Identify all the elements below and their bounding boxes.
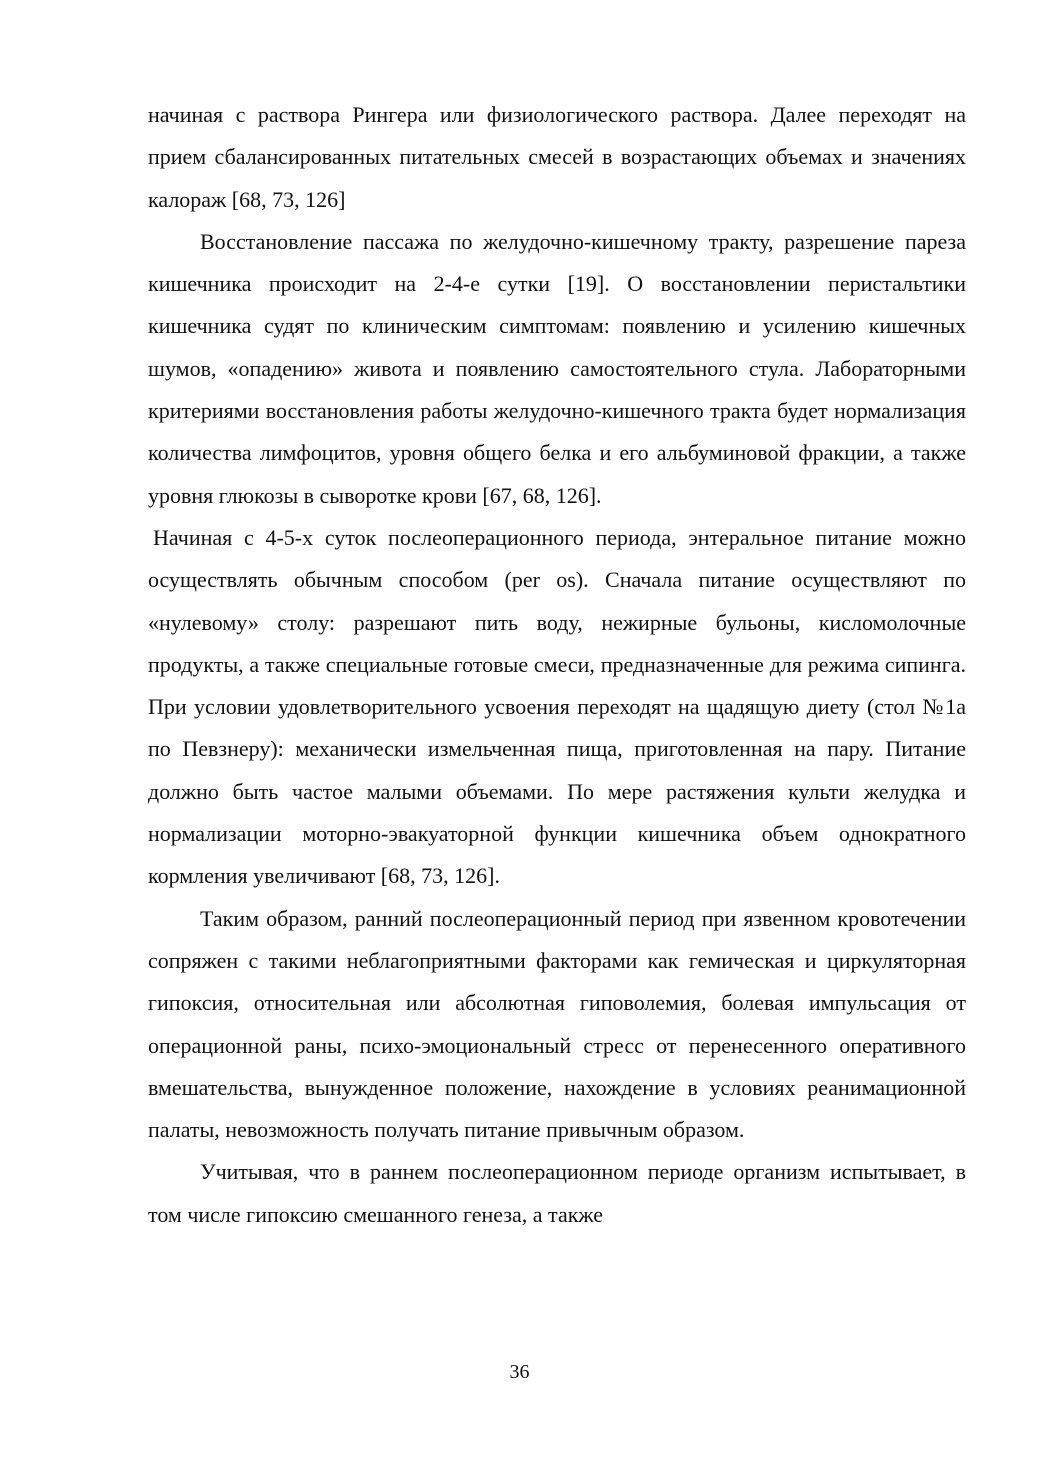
paragraph-postoperative-factors: Таким образом, ранний послеоперационный период при язвенном кровотечении сопряжен с такими неблагоприятными факторами как гемическая и циркуляторная гипоксия, относительная или абсолютная гиповолемия, болевая импульсация от операционной раны, психо-эмоциональный стресс от перенесенного оперативного вмешательства, вынужденное положение, нахождение в условиях реанимационной палаты, невозможность получать питание привычным образом. <box>148 905 966 1143</box>
page-number: 36 <box>509 1361 530 1383</box>
page-body <box>148 94 966 1236</box>
paragraph-enteral-feeding: Начиная с 4-5-х суток послеоперационного периода, энтеральное питание можно осуществлять обычным способом (per os). Сначала питание осуществляют по «нулевому» столу: разрешают пить воду, нежирные бульоны, кисломолочные продукты, а также специальные готовые смеси, предназначенные для режима сипинга. При условии удовлетворительного усвоения переходят на щадящую диету (стол №1а по Певзнеру): механически измельченная пища, приготовленная на пару. Питание должно быть частое малыми объемами. По мере растяжения культи желудка и нормализации моторно-эвакуаторной функции кишечника объем однократного кормления увеличивают [68, 73, 126]. <box>148 524 966 889</box>
paragraph-hypoxia-continued: Учитывая, что в раннем послеоперационном периоде организм испытывает, в том числе гипоксию смешанного генеза, а также <box>148 1159 966 1227</box>
paragraph-passage-restoration: Восстановление пассажа по желудочно-кишечному тракту, разрешение пареза кишечника происходит на 2-4-е сутки [19]. О восстановлении перистальтики кишечника судят по клиническим симптомам: появлению и усилению кишечных шумов, «опадению» живота и появлению самостоятельного стула. Лабораторными критериями восстановления работы желудочно-кишечного тракта будет нормализация количества лимфоцитов, уровня общего белка и его альбуминовой фракции, а также уровня глюкозы в сыворотке крови [67, 68, 126]. <box>148 228 966 508</box>
paragraph-ringer-solution: начиная с раствора Рингера или физиологического раствора. Далее переходят на прием сбалансированных питательных смесей в возрастающих объемах и значениях калораж [68, 73, 126] <box>148 102 966 212</box>
